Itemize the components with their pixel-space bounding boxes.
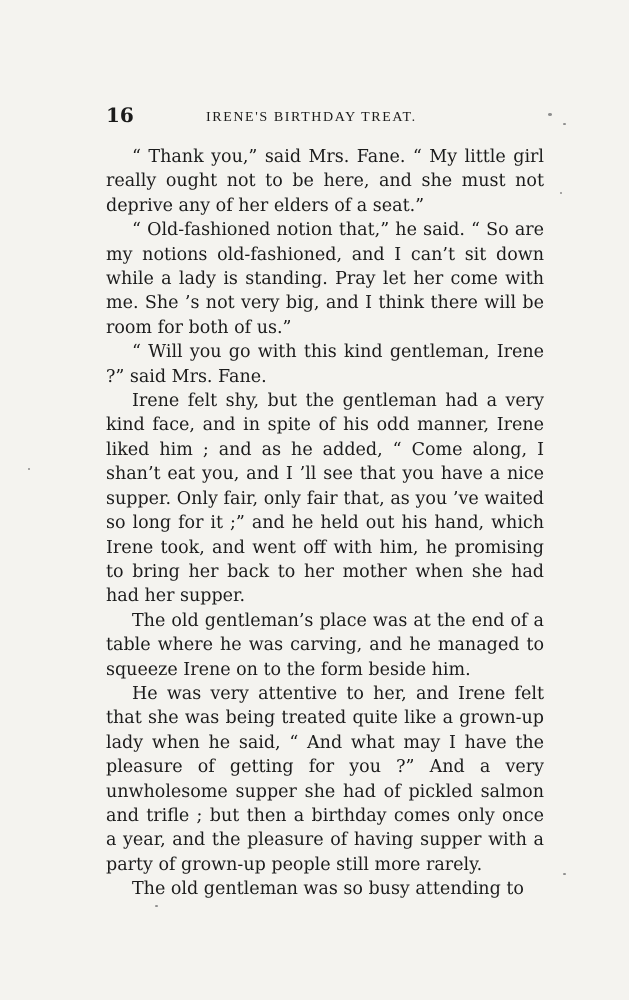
print-speck [548,113,552,116]
paragraph: He was very attentive to her, and Irene felt that she was being treated quite like a grown-up lady when he said, “ And what may I have the pleasure of getting for you ?” And a very unwholesome supper she had of pickled salmon and trifle ; but then a birthday comes only once a year, and the pleasure of having supper with a party of grown-up people still more rarely. [106,683,544,875]
paragraph: “ Old-fashioned notion that,” he said. “ So are my notions old-fashioned, and I can’t sit down while a lady is standing. Pray let her come with me. She ’s not very big, and I think there will be room for both of us.” [106,220,544,338]
paragraph: The old gentleman’s place was at the end of a table where he was carving, and he managed to squeeze Irene on to the form beside him. [106,610,544,680]
paragraph: “ Will you go with this kind gentleman, Irene ?” said Mrs. Fane. [106,342,544,387]
page-number: 16 [106,103,134,127]
paragraph: The old gentleman was so busy attending to [132,879,524,900]
print-speck [155,905,158,907]
print-speck [28,468,30,470]
print-speck [563,123,566,125]
page-header [106,103,558,133]
running-title: IRENE'S BIRTHDAY TREAT. [206,110,417,125]
print-speck [563,873,566,875]
print-speck [560,192,562,194]
paragraph: “ Thank you,” said Mrs. Fane. “ My little girl really ought not to be here, and she must not deprive any of her elders of a seat.” [106,147,544,216]
body-text [106,145,544,902]
paragraph: Irene felt shy, but the gentleman had a very kind face, and in spite of his odd manner, Irene liked him ; and as he added, “ Come along, I shan’t eat you, and I ’ll see that you have a nice supper. Only fair, only fair that, as you ’ve waited so long for it ;” and he held out his hand, which Irene took, and went off with him, he promising to bring her back to her mother when she had had her supper. [106,391,544,607]
